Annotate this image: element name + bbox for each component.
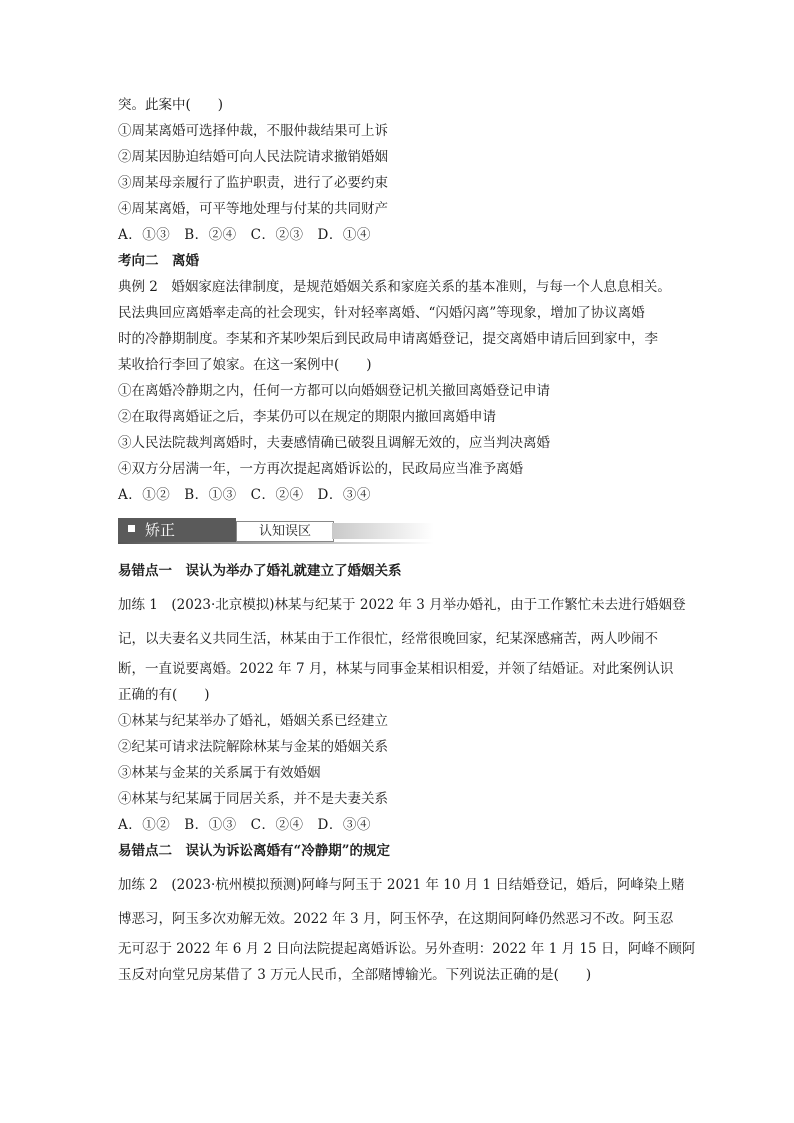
answer-choices: A．①③ B．②④ C．②③ D．①④ [118, 227, 371, 243]
option-4: ④林某与纪某属于同居关系，并不是夫妻关系 [118, 791, 388, 807]
question-stem-end: 突。此案中( ) [118, 97, 224, 113]
banner-light-label: 认知误区 [236, 521, 334, 542]
option-3: ③周某母亲履行了监护职责，进行了必要约束 [118, 175, 388, 191]
option-1: ①林某与纪某举办了婚礼，婚姻关系已经建立 [118, 713, 388, 729]
exercise-line: 加练 1 (2023·北京模拟)林某与纪某于 2022 年 3 月举办婚礼，由于工作繁忙未去进行婚姻登 [118, 597, 686, 613]
exercise-line: 记，以夫妻名义共同生活，林某由于工作很忙，经常很晚回家，纪某深感痛苦，两人吵闹不 [118, 631, 658, 647]
banner-fade-decoration [332, 523, 434, 539]
document-content [118, 92, 696, 988]
exercise-line: 玉反对向堂兄房某借了 3 万元人民币，全部赌博输光。下列说法正确的是( ) [118, 967, 592, 983]
option-3: ③林某与金某的关系属于有效婚姻 [118, 765, 321, 781]
exercise-line: 博恶习，阿玉多次劝解无效。2022 年 3 月，阿玉怀孕，在这期间阿峰仍然恶习不改。阿玉忍 [118, 911, 674, 927]
option-4: ④周某离婚，可平等地处理与付某的共同财产 [118, 201, 388, 217]
option-1: ①周某离婚可选择仲裁，不服仲裁结果可上诉 [118, 123, 388, 139]
section-banner [118, 518, 434, 544]
square-bullet-icon [128, 525, 135, 532]
mistake-heading: 易错点一 误认为举办了婚礼就建立了婚姻关系 [118, 563, 402, 579]
example-2-block [118, 248, 678, 508]
question-continuation [118, 92, 678, 248]
option-2: ②纪某可请求法院解除林某与金某的婚姻关系 [118, 739, 388, 755]
mistake-point-1-block [118, 558, 686, 838]
exercise-line: 正确的有( ) [118, 687, 210, 703]
example-line: 民法典回应离婚率走高的社会现实，针对轻率离婚、“闪婚闪离”等现象，增加了协议离婚 [118, 305, 645, 321]
option-4: ④双方分居满一年，一方再次提起离婚诉讼的，民政局应当准予离婚 [118, 461, 523, 477]
section-heading: 考向二 离婚 [118, 253, 199, 269]
example-line: 典例 2 婚姻家庭法律制度，是规范婚姻关系和家庭关系的基本准则，与每一个人息息相关。 [118, 279, 671, 295]
option-3: ③人民法院裁判离婚时，夫妻感情确已破裂且调解无效的，应当判决离婚 [118, 435, 550, 451]
banner-underline [118, 542, 434, 544]
option-2: ②在取得离婚证之后，李某仍可以在规定的期限内撤回离婚申请 [118, 409, 496, 425]
example-line: 时的冷静期制度。李某和齐某吵架后到民政局申请离婚登记，提交离婚申请后回到家中，李 [118, 331, 658, 347]
mistake-point-2-block [118, 838, 696, 988]
example-line: 某收拾行李回了娘家。在这一案例中( ) [118, 357, 372, 373]
exercise-line: 加练 2 (2023·杭州模拟预测)阿峰与阿玉于 2021 年 10 月 1 日结婚登记，婚后，阿峰染上赌 [118, 877, 685, 893]
banner-dark-tab [118, 518, 236, 542]
banner-dark-label: 矫正 [145, 521, 176, 539]
mistake-heading: 易错点二 误认为诉讼离婚有“冷静期”的规定 [118, 843, 391, 859]
answer-choices: A．①② B．①③ C．②④ D．③④ [118, 487, 371, 503]
answer-choices: A．①② B．①③ C．②④ D．③④ [118, 817, 371, 833]
exercise-line: 无可忍于 2022 年 6 月 2 日向法院提起离婚诉讼。另外查明：2022 年 1 月 15 日，阿峰不顾阿 [118, 941, 696, 957]
option-2: ②周某因胁迫结婚可向人民法院请求撤销婚姻 [118, 149, 388, 165]
option-1: ①在离婚冷静期之内，任何一方都可以向婚姻登记机关撤回离婚登记申请 [118, 383, 550, 399]
exercise-line: 断，一直说要离婚。2022 年 7 月，林某与同事金某相识相爱，并领了结婚证。对此案例认识 [118, 661, 674, 677]
